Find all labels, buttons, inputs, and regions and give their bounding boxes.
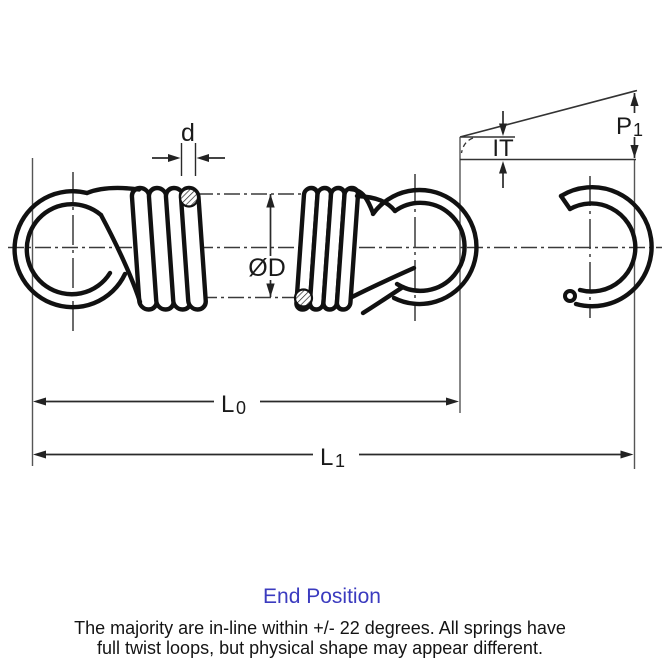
it-arrowhead-up — [499, 161, 507, 174]
l0-arrowhead-right — [446, 398, 459, 406]
right-hook-wedge-upper — [352, 268, 414, 297]
p1-arrowhead-bottom — [630, 145, 638, 158]
initial-tension-label: IT — [492, 135, 514, 162]
l0-label-main: L — [221, 391, 235, 418]
phantom-arc — [462, 138, 474, 153]
p1-arrowhead-top — [630, 93, 638, 106]
caption-line-2: full twist loops, but physical shape may appear different. — [97, 638, 543, 658]
left-hook-outer-arc — [15, 191, 125, 307]
od-arrowhead-top — [266, 194, 274, 208]
left-wire-cross-section — [180, 189, 198, 207]
od-arrowhead-bottom — [266, 284, 274, 298]
l1-arrowhead-right — [621, 451, 634, 459]
pitch-slope-line — [460, 91, 637, 138]
d-arrowhead-right — [197, 154, 210, 162]
end-view-top-cut — [561, 196, 570, 209]
d-arrowhead-left — [168, 154, 181, 162]
p1-label-sub: 1 — [633, 120, 644, 140]
caption-line-1: The majority are in-line within +/- 22 degrees. All springs have — [74, 618, 566, 638]
left-hook-inner-arc — [27, 204, 110, 294]
p1-label-main: P — [616, 113, 633, 140]
end-position-heading: End Position — [263, 585, 381, 608]
l1-label-sub: 1 — [335, 451, 346, 471]
right-hook — [350, 189, 476, 313]
left-coil-body — [131, 188, 206, 310]
l1-arrowhead-left — [33, 451, 46, 459]
outer-diameter-label: ØD — [248, 254, 286, 282]
initial-tension-construction — [460, 91, 637, 160]
caption-text — [0, 618, 640, 658]
l1-label-main: L — [320, 444, 334, 471]
l0-label-sub: 0 — [236, 398, 247, 418]
wire-diameter-label: d — [181, 119, 195, 147]
l0-arrowhead-left — [33, 398, 46, 406]
hook-end-view — [561, 187, 652, 306]
end-view-wire-tip-curl — [565, 291, 575, 301]
right-wire-cross-section — [295, 290, 312, 307]
